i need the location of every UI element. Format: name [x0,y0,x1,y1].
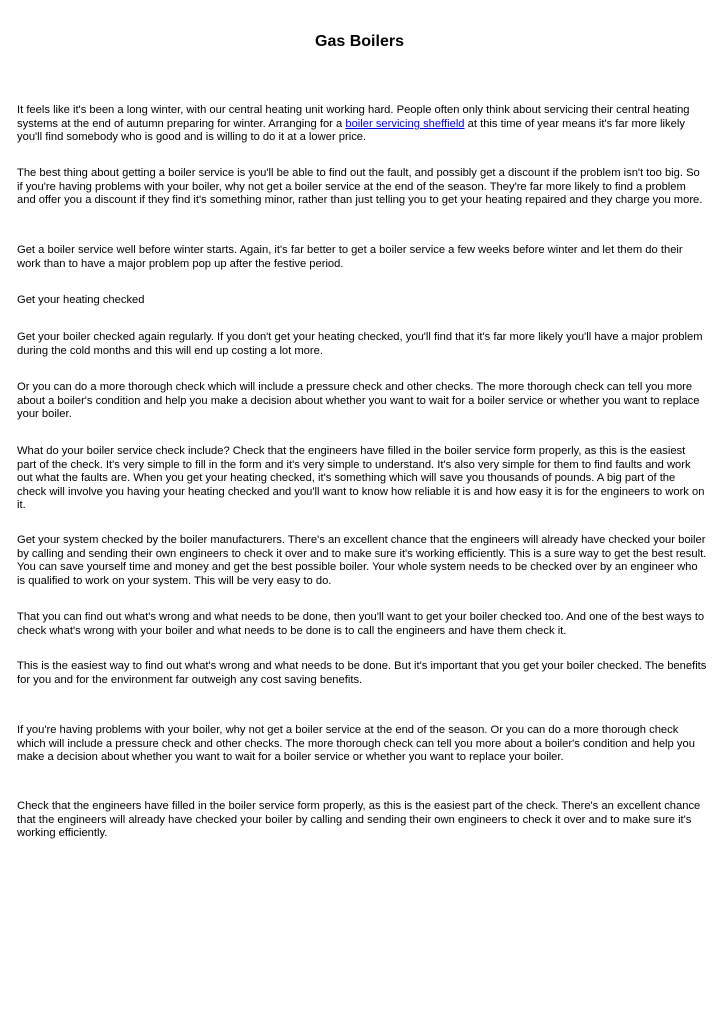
paragraph-4: Get your heating checked [17,294,145,306]
paragraph-1 [17,104,707,145]
paragraph-6: Or you can do a more thorough check which will include a pressure check and other checks. The more thorough check can tell you more about a boiler's condition and help you make a decision about whether you want to wait for a boiler service or whether you want to replace your boiler. [17,381,700,421]
paragraph-1-text-after: at this time of year means it's far more likely you'll find somebody who is good and is willing to do it at a lower price. [17,117,685,144]
paragraph-10: This is the easiest way to find out what's wrong and what needs to be done. But it's important that you get your boiler checked. The benefits for you and for the environment far outweigh any cost saving benefits. [17,660,707,686]
paragraph-8: Get your system checked by the boiler manufacturers. There's an excellent chance that the engineers will already have checked your boiler by calling and sending their own engineers to check it over and to make sure it's working efficiently. This is a sure way to get the best result. You can save yourself time and money and get the best possible boiler. Your whole system needs to be checked over by an engineer who is qualified to work on your system. This will be very easy to do. [17,534,707,587]
paragraph-1-text-before: It feels like it's been a long winter, with our central heating unit working hard. People often only think about servicing their central heating systems at the end of autumn preparing for winter. Arranging for a [17,104,690,130]
page-title: Gas Boilers [315,33,404,50]
paragraph-2: The best thing about getting a boiler service is you'll be able to find out the fault, and possibly get a discount if the problem isn't too big. So if you're having problems with your boiler, why not get a boiler service at the end of the season. They're far more likely to find a problem and offer you a discount if they find it's something minor, rather than just telling you to get your heating repaired and they charge you more. [17,167,703,207]
paragraph-5: Get your boiler checked again regularly. If you don't get your heating checked, you'll find that it's far more likely you'll have a major problem during the cold months and this will end up costing a lot more. [17,331,703,357]
paragraph-12: Check that the engineers have filled in the boiler service form properly, as this is the easiest part of the check. There's an excellent chance that the engineers will already have checked your boiler by calling and sending their own engineers to check it over and to make sure it's working efficiently. [17,800,701,840]
paragraph-11: If you're having problems with your boiler, why not get a boiler service at the end of the season. Or you can do a more thorough check which will include a pressure check and other checks. The more thorough check can tell you more about a boiler's condition and help you make a decision about whether you want to wait for a boiler service or whether you want to replace your boiler. [17,724,695,764]
paragraph-3: Get a boiler service well before winter starts. Again, it's far better to get a boiler service a few weeks before winter and let them do their work than to have a major problem pop up after the festive period. [17,244,683,270]
boiler-servicing-link[interactable]: boiler servicing sheffield [345,117,465,130]
paragraph-7: What do your boiler service check include? Check that the engineers have filled in the boiler service form properly, as this is the easiest part of the check. It's very simple to fill in the form and it's very simple to understand. It's also very simple for them to find faults and work out what the faults are. When you get your heating checked, it's something which will save you thousands of pounds. A big part of the check will involve you having your heating checked and you'll want to know how reliable it is and how easy it is for the engineers to work on it. [17,445,705,512]
paragraph-9: That you can find out what's wrong and what needs to be done, then you'll want to get your boiler checked too. And one of the best ways to check what's wrong with your boiler and what needs to be done is to call the engineers and have them check it. [17,611,705,637]
